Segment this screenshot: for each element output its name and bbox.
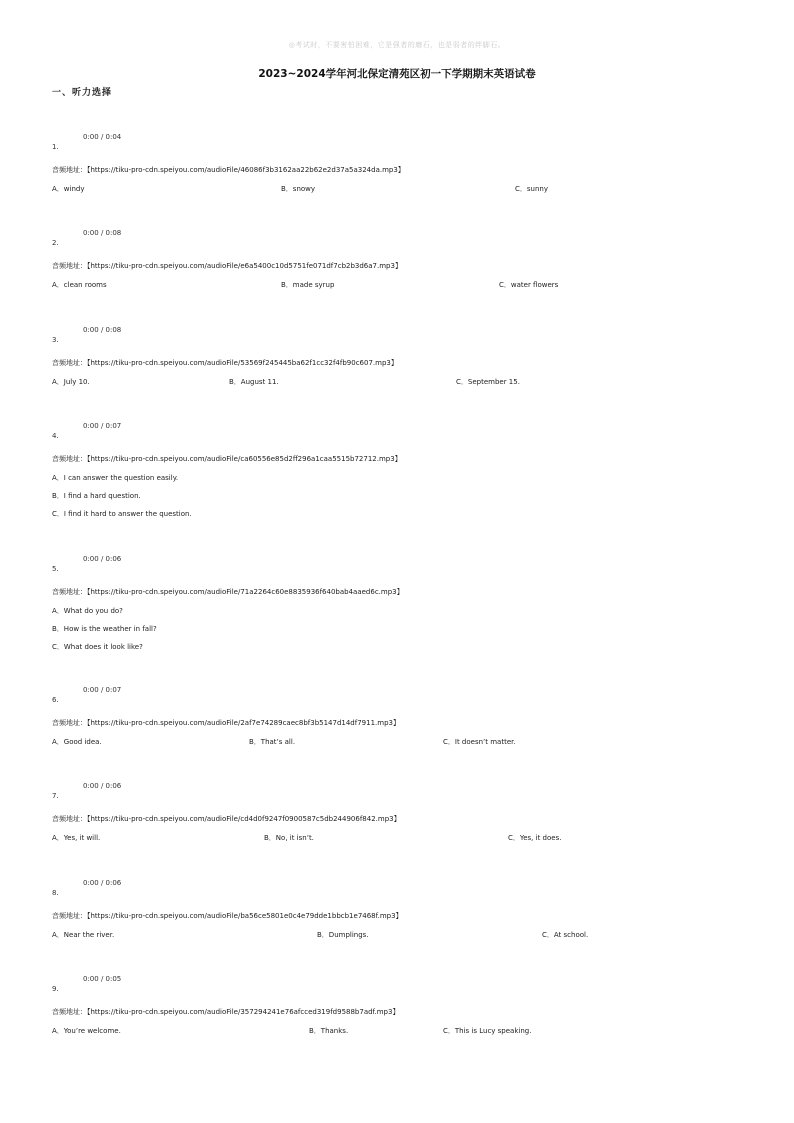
audio-url-link[interactable]: 【https://tiku-pro-cdn.speiyou.com/audioFile/ca60556e85d2ff296a1caa5515b72712.mp3】 [87, 455, 402, 463]
audio-url[interactable] [52, 165, 405, 175]
audio-url[interactable] [52, 454, 402, 464]
audio-url[interactable] [52, 911, 403, 921]
question-number: 8. [52, 889, 59, 897]
option-a[interactable]: A．windy [52, 185, 85, 193]
section-heading: 一、听力选择 [52, 88, 113, 98]
option-a[interactable]: A．Near the river. [52, 931, 115, 939]
option-a[interactable]: A．I can answer the question easily. [52, 474, 179, 482]
option-c[interactable]: C．Yes, it does. [508, 834, 562, 842]
question-number: 9. [52, 985, 59, 993]
audio-time[interactable]: 0:00 / 0:05 [83, 975, 122, 983]
audio-url-label: 音频地址： [52, 912, 87, 920]
question-8 [0, 879, 794, 959]
audio-url-link[interactable]: 【https://tiku-pro-cdn.speiyou.com/audioFile/ba56ce5801e0c4e79dde1bbcb1e7468f.mp3】 [87, 912, 403, 920]
audio-url[interactable] [52, 1007, 399, 1017]
question-number: 7. [52, 792, 59, 800]
page-title: 2023~2024学年河北保定清苑区初一下学期期末英语试卷 [258, 68, 536, 80]
option-c[interactable]: C．I find it hard to answer the question. [52, 510, 192, 518]
option-c[interactable]: C．sunny [515, 185, 548, 193]
header-motto: ◎考试时，不要害怕困难，它是强者的磨石，也是弱者的绊脚石。 [288, 41, 506, 49]
audio-url[interactable] [52, 814, 401, 824]
audio-url-label: 音频地址： [52, 455, 87, 463]
audio-url[interactable] [52, 587, 404, 597]
audio-url-link[interactable]: 【https://tiku-pro-cdn.speiyou.com/audioFile/357294241e76afcced319fd9588b7adf.mp3】 [87, 1008, 400, 1016]
audio-time[interactable]: 0:00 / 0:06 [83, 879, 122, 887]
option-b[interactable]: B．Dumplings. [317, 931, 369, 939]
question-5 [0, 555, 794, 655]
question-9 [0, 975, 794, 1055]
question-number: 6. [52, 696, 59, 704]
audio-url-link[interactable]: 【https://tiku-pro-cdn.speiyou.com/audioFile/53569f245445ba62f1cc32f4fb90c607.mp3】 [87, 359, 398, 367]
audio-url-label: 音频地址： [52, 719, 87, 727]
audio-url-link[interactable]: 【https://tiku-pro-cdn.speiyou.com/audioFile/2af7e74289caec8bf3b5147d14df7911.mp3】 [87, 719, 400, 727]
audio-url-label: 音频地址： [52, 1008, 87, 1016]
option-a[interactable]: A．July 10. [52, 378, 90, 386]
option-b[interactable]: B．I find a hard question. [52, 492, 141, 500]
audio-url[interactable] [52, 261, 402, 271]
option-b[interactable]: B．August 11. [229, 378, 279, 386]
question-number: 4. [52, 432, 59, 440]
audio-url-link[interactable]: 【https://tiku-pro-cdn.speiyou.com/audioFile/46086f3b3162aa22b62e2d37a5a324da.mp3】 [87, 166, 405, 174]
question-1 [0, 133, 794, 213]
option-c[interactable]: C．At school. [542, 931, 589, 939]
question-6 [0, 686, 794, 766]
audio-time[interactable]: 0:00 / 0:07 [83, 686, 122, 694]
audio-time[interactable]: 0:00 / 0:06 [83, 782, 122, 790]
option-a[interactable]: A．clean rooms [52, 281, 107, 289]
audio-time[interactable]: 0:00 / 0:08 [83, 229, 122, 237]
option-a[interactable]: A．What do you do? [52, 607, 123, 615]
audio-url-label: 音频地址： [52, 588, 87, 596]
question-4 [0, 422, 794, 522]
question-2 [0, 229, 794, 309]
question-number: 1. [52, 143, 59, 151]
audio-time[interactable]: 0:00 / 0:04 [83, 133, 122, 141]
question-3 [0, 326, 794, 406]
option-b[interactable]: B．No, it isn’t. [264, 834, 314, 842]
audio-url-link[interactable]: 【https://tiku-pro-cdn.speiyou.com/audioFile/71a2264c60e8835936f640bab4aaed6c.mp3】 [87, 588, 404, 596]
option-b[interactable]: B．How is the weather in fall? [52, 625, 157, 633]
question-number: 3. [52, 336, 59, 344]
option-b[interactable]: B．made syrup [281, 281, 335, 289]
audio-url-label: 音频地址： [52, 815, 87, 823]
question-number: 5. [52, 565, 59, 573]
audio-url-label: 音频地址： [52, 166, 87, 174]
audio-url-link[interactable]: 【https://tiku-pro-cdn.speiyou.com/audioFile/e6a5400c10d5751fe071df7cb2b3d6a7.mp3】 [87, 262, 402, 270]
option-b[interactable]: B．snowy [281, 185, 316, 193]
audio-url-label: 音频地址： [52, 262, 87, 270]
option-b[interactable]: B．That’s all. [249, 738, 296, 746]
option-c[interactable]: C．water flowers [499, 281, 559, 289]
option-c[interactable]: C．This is Lucy speaking. [443, 1027, 532, 1035]
audio-time[interactable]: 0:00 / 0:07 [83, 422, 122, 430]
option-c[interactable]: C．September 15. [456, 378, 520, 386]
option-a[interactable]: A．Good idea. [52, 738, 102, 746]
audio-time[interactable]: 0:00 / 0:06 [83, 555, 122, 563]
option-c[interactable]: C．It doesn’t matter. [443, 738, 516, 746]
audio-url-link[interactable]: 【https://tiku-pro-cdn.speiyou.com/audioFile/cd4d0f9247f0900587c5db244906f842.mp3】 [87, 815, 401, 823]
question-7 [0, 782, 794, 862]
audio-time[interactable]: 0:00 / 0:08 [83, 326, 122, 334]
option-b[interactable]: B．Thanks. [309, 1027, 349, 1035]
option-a[interactable]: A．Yes, it will. [52, 834, 101, 842]
option-a[interactable]: A．You’re welcome. [52, 1027, 121, 1035]
audio-url[interactable] [52, 718, 400, 728]
audio-url[interactable] [52, 358, 398, 368]
audio-url-label: 音频地址： [52, 359, 87, 367]
question-number: 2. [52, 239, 59, 247]
option-c[interactable]: C．What does it look like? [52, 643, 143, 651]
